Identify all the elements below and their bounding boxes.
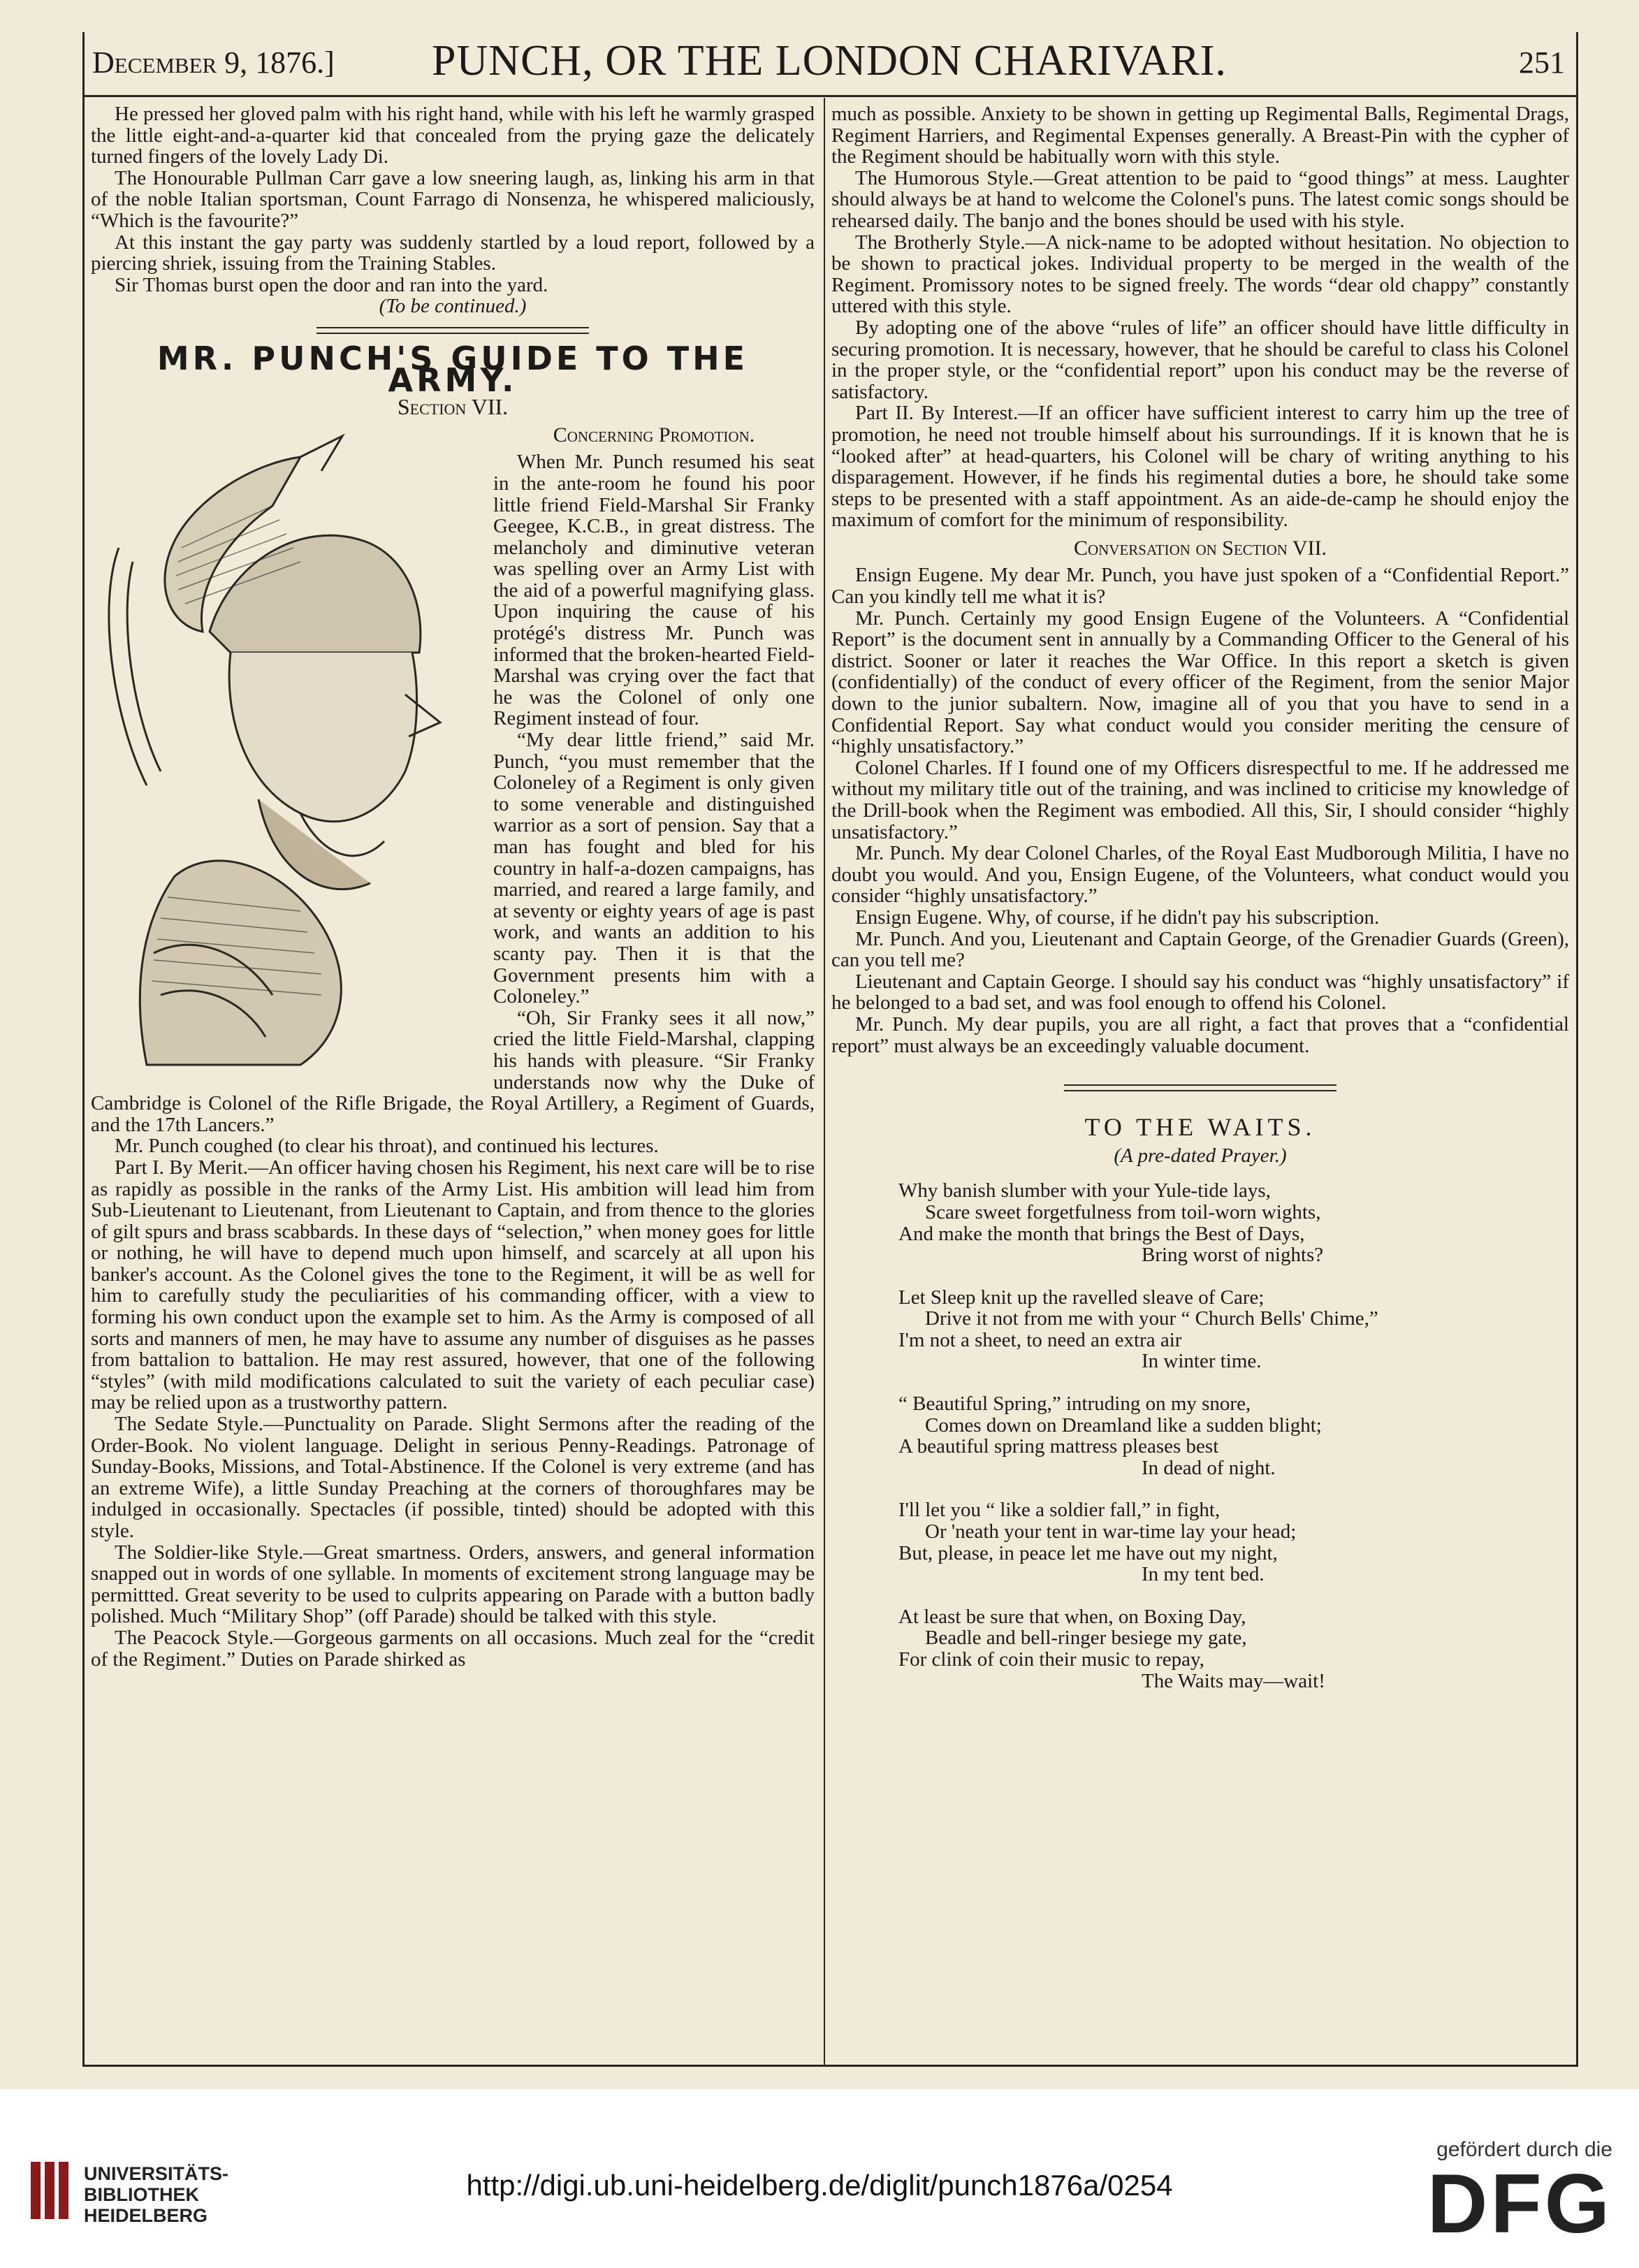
paragraph: “My dear little friend,” said Mr. Punch, “you must remember that the Coloneley of a Regiment is only given to some venerable and distinguished warrior as a sort of pension. Say that a man has fought and bled for his country in half-a-dozen campaigns, has married, and reared a large family, and at seventy or eighty years of age is past work, and wants an addition to his scanty pay. Then it is that the Government presents him with a Coloneley.” xyxy=(493,729,815,1008)
source-url[interactable]: http://digi.ub.uni-heidelberg.de/diglit/punch1876a/0254 xyxy=(466,2169,1173,2202)
poem-line: At least be sure that when, on Boxing Day, xyxy=(898,1605,1246,1628)
dfg-wordmark: DFG xyxy=(1427,2157,1612,2251)
header-title: PUNCH, OR THE LONDON CHARIVARI. xyxy=(432,37,1227,85)
poem-line: In winter time. xyxy=(1142,1350,1262,1373)
poem-line: “ Beautiful Spring,” intruding on my snore, xyxy=(898,1393,1251,1416)
left-column xyxy=(91,103,815,1670)
paragraph: The Soldier-like Style.—Great smartness. Orders, answers, and general information snapped out in words of one syllable. In moments of excitement strong language may be permittted. Great severity to be used to culprits appearing on Parade with a button badly polished. Much “Military Shop” (off Parade) should be talked with this style. xyxy=(91,1541,815,1628)
poem-line: But, please, in peace let me have out my night, xyxy=(898,1541,1278,1564)
article-title: MR. PUNCH'S GUIDE TO THE ARMY. xyxy=(156,339,749,399)
poem-line: Beadle and bell-ringer besiege my gate, xyxy=(925,1627,1247,1650)
paragraph: By adopting one of the above “rules of life” an officer should have little difficulty in securing promotion. It is necessary, however, that he should be careful to class his Colonel in the proper style, or the “confidential report” upon his conduct may be the reverse of satisfactory. xyxy=(831,316,1569,403)
paragraph: The Humorous Style.—Great attention to be paid to “good things” at mess. Laughter should always be at hand to welcome the Colonel's puns. The latest comic songs should be rehearsed daily. The banjo and the bones should be used with his style. xyxy=(831,166,1569,232)
header-date: December 9, 1876.] xyxy=(92,45,335,80)
illustration-field-marshal xyxy=(91,422,486,1072)
paragraph: much as possible. Anxiety to be shown in getting up Regimental Balls, Regimental Drags, Regiment Harriers, and Regimental Expenses generally. A Breast-Pin with the cypher of the Regiment should be habitually worn with this style. xyxy=(831,103,1569,168)
poem-line: The Waits may—wait! xyxy=(1142,1669,1325,1692)
poem-line: In dead of night. xyxy=(1142,1456,1276,1479)
poem-title: TO THE WAITS. xyxy=(1084,1113,1316,1142)
dialogue-line: Ensign Eugene. My dear Mr. Punch, you have just spoken of a “Confidential Report.” Can you kindly tell me what it is? xyxy=(831,564,1569,609)
dialogue-line: Mr. Punch. My dear pupils, you are all right, a fact that proves that a “confidential report” must always be an exceedingly valuable document. xyxy=(831,1012,1569,1057)
poem-line: I'm not a sheet, to need an extra air xyxy=(898,1328,1182,1351)
library-name: UNIVERSITÄTS- BIBLIOTHEK HEIDELBERG xyxy=(84,2163,229,2226)
paragraph: Sir Thomas burst open the door and ran into the yard. xyxy=(115,273,548,296)
dialogue-line: Mr. Punch. My dear Colonel Charles, of the Royal East Mudborough Militia, I have no doubt you would. And you, Ensign Eugene, of the Volunteers, what conduct would you consider “highly unsatisfactory.” xyxy=(831,842,1569,908)
paragraph: Part I. By Merit.—An officer having chosen his Regiment, his next care will be to rise as rapidly as possible in the ranks of the Army List. His ambition will lead him from Sub-Lieutenant to Lieutenant, from Lieutenant to Captain, and from thence to the glories of gilt spurs and brass scabbards. In these days of “selection,” when money goes for little or nothing, he will have to depend much upon himself, and scarcely at all upon his banker's account. As the Colonel gives the tone to the Regiment, it will be as well for him to carefully study the peculiarities of his commanding officer, with a view to forming his own conduct upon the example set to him. As the Army is composed of all sorts and manners of men, he may have to assume any number of disguises as he passes from battalion to battalion. He may rest assured, however, that one of the following “styles” (with mild modifications calculated to suit the variety of each peculiar case) may be relied upon as a trustworthy pattern. xyxy=(91,1156,815,1414)
poem-line: Why banish slumber with your Yule-tide lays, xyxy=(898,1179,1271,1202)
column-rule xyxy=(824,98,825,2065)
funding-text: gefördert durch die xyxy=(1436,2138,1612,2161)
paragraph: Part II. By Interest.—If an officer have sufficient interest to carry him up the tree of promotion, he need not trouble himself about his surroundings. If it is known that he is “looked after” at head-quarters, his Colonel will be chary of writing anything to his disparagement. However, if he finds his regimental duties a bore, he should take some steps to be presented with a staff appointment. As an aide-de-camp he should enjoy the maximum of comfort for the minimum of responsibility. xyxy=(831,402,1569,532)
dialogue-line: Mr. Punch. And you, Lieutenant and Captain George, of the Grenadier Guards (Green), can you tell me? xyxy=(831,927,1569,972)
paragraph: “Oh, Sir Franky sees it all now,” cried the little Field-Marshal, clapping his hands with pleasure. “Sir Franky understands now why the Duke of Cambridge is Colonel of the Rifle Brigade, the Royal Artillery, a Regiment of Guards, and the 17th Lancers.” xyxy=(91,1006,815,1136)
paragraph: The Brotherly Style.—A nick-name to be adopted without hesitation. No objection to be shown to practical jokes. Individual property to be merged in the wealth of the Regiment. Promissory notes to be signed freely. The words “dear old chappy” constantly uttered with this style. xyxy=(831,231,1569,318)
poem-stanza xyxy=(831,1180,1569,1265)
conversation-heading: Conversation on Section VII. xyxy=(1073,536,1327,560)
bottom-rule xyxy=(82,2065,1576,2067)
poem-line: Comes down on Dreamland like a sudden blight; xyxy=(925,1413,1322,1437)
poem-line: In my tent bed. xyxy=(1142,1563,1265,1586)
dialogue-line: Ensign Eugene. Why, of course, if he didn't pay his subscription. xyxy=(855,906,1380,929)
poem-line: For clink of coin their music to repay, xyxy=(898,1648,1204,1671)
dialogue-line: Lieutenant and Captain George. I should say his conduct was “highly unsatisfactory” if he belonged to a bad set, and was fool enough to offend his Colonel. xyxy=(831,970,1569,1015)
header-rule xyxy=(82,95,1576,97)
section-heading: Section VII. xyxy=(397,394,509,420)
right-column xyxy=(831,103,1569,1713)
paragraph: At this instant the gay party was suddenly startled by a loud report, followed by a piercing shriek, issuing from the Training Stables. xyxy=(91,231,815,275)
paragraph: Mr. Punch coughed (to clear his throat), and continued his lectures. xyxy=(115,1135,659,1158)
poem-stanza xyxy=(831,1606,1569,1692)
poem xyxy=(831,1180,1569,1692)
poem-line: Let Sleep knit up the ravelled sleave of Care; xyxy=(898,1286,1265,1309)
poem-stanza xyxy=(831,1499,1569,1585)
running-header xyxy=(82,32,1576,101)
poem-stanza xyxy=(831,1393,1569,1478)
to-be-continued: (To be continued.) xyxy=(379,295,527,318)
section-divider xyxy=(1064,1084,1336,1091)
poem-line: Drive it not from me with your “ Church Bells' Chime,” xyxy=(925,1307,1378,1330)
poem-line: Scare sweet forgetfulness from toil-worn wights, xyxy=(925,1200,1321,1223)
paragraph: When Mr. Punch resumed his seat in the ante-room he found his poor little friend Field-Marshal Sir Franky Geegee, K.C.B., in great distress. The melancholy and diminutive veteran was spelling over an Army List with the aid of a powerful magnifying glass. Upon inquiring the cause of his protégé's distress Mr. Punch was informed that the broken-hearted Field-Marshal was crying over the fact that he was the Colonel of only one Regiment instead of four. xyxy=(493,451,815,730)
poem-line: Bring worst of nights? xyxy=(1142,1244,1324,1267)
poem-line: Or 'neath your tent in war-time lay your head; xyxy=(925,1520,1297,1543)
subheading: Concerning Promotion. xyxy=(553,423,755,446)
frame-right xyxy=(1576,32,1578,2067)
dialogue-line: Colonel Charles. If I found one of my Officers disrespectful to me. If he addressed me without my military title out of the training, and was inclined to criticise my knowledge of the Drill-book when the Regiment was embodied. All this, Sir, I should consider “highly unsatisfactory.” xyxy=(831,756,1569,843)
paragraph: The Sedate Style.—Punctuality on Parade. Slight Sermons after the reading of the Order-Book. No violent language. Delight in serious Penny-Readings. Patronage of Sunday-Books, Missions, and Total-Abstinence. If the Colonel is very extreme (and has an extreme Wife), a little Sunday Preaching at the corners of thoroughfares may be indulged in occasionally. Spectacles (if possible, tinted) should be adopted with this style. xyxy=(91,1413,815,1542)
poem-line: I'll let you “ like a soldier fall,” in fight, xyxy=(898,1499,1221,1522)
poem-subtitle: (A pre-dated Prayer.) xyxy=(1114,1144,1287,1167)
dialogue-line: Mr. Punch. Certainly my good Ensign Eugene of the Volunteers. A “Confidential Report” is the document sent in annually by a Commanding Officer to the General of his district. Sooner or later it reaches the War Office. In this report a sketch is given (confidentially) of the conduct of every officer of the Regiment, from the senior Major down to the junior subaltern. Now, imagine all of you that you have to send in a Confidential Report. Say what conduct would you consider meriting the censure of “highly unsatisfactory.” xyxy=(831,606,1569,758)
section-divider xyxy=(316,327,589,334)
poem-stanza xyxy=(831,1287,1569,1372)
poem-line: A beautiful spring mattress pleases best xyxy=(898,1435,1219,1458)
paragraph: He pressed her gloved palm with his right hand, while with his left he warmly grasped the little eight-and-a-quarter kid that concealed from the prying gaze the delicately turned fingers of the lovely Lady Di. xyxy=(91,103,815,168)
dfg-logo xyxy=(1427,2138,1612,2251)
page-number: 251 xyxy=(1519,45,1565,80)
paragraph: The Honourable Pullman Carr gave a low sneering laugh, as, linking his arm in that of the noble Italian sportsman, Count Farrago di Nonsenza, he whispered maliciously, “Which is the favourite?” xyxy=(91,166,815,232)
poem-line: And make the month that brings the Best of Days, xyxy=(898,1222,1305,1245)
paragraph: The Peacock Style.—Gorgeous garments on all occasions. Much zeal for the “credit of the Regiment.” Duties on Parade shirked as xyxy=(91,1626,815,1671)
frame-left xyxy=(82,32,85,2067)
